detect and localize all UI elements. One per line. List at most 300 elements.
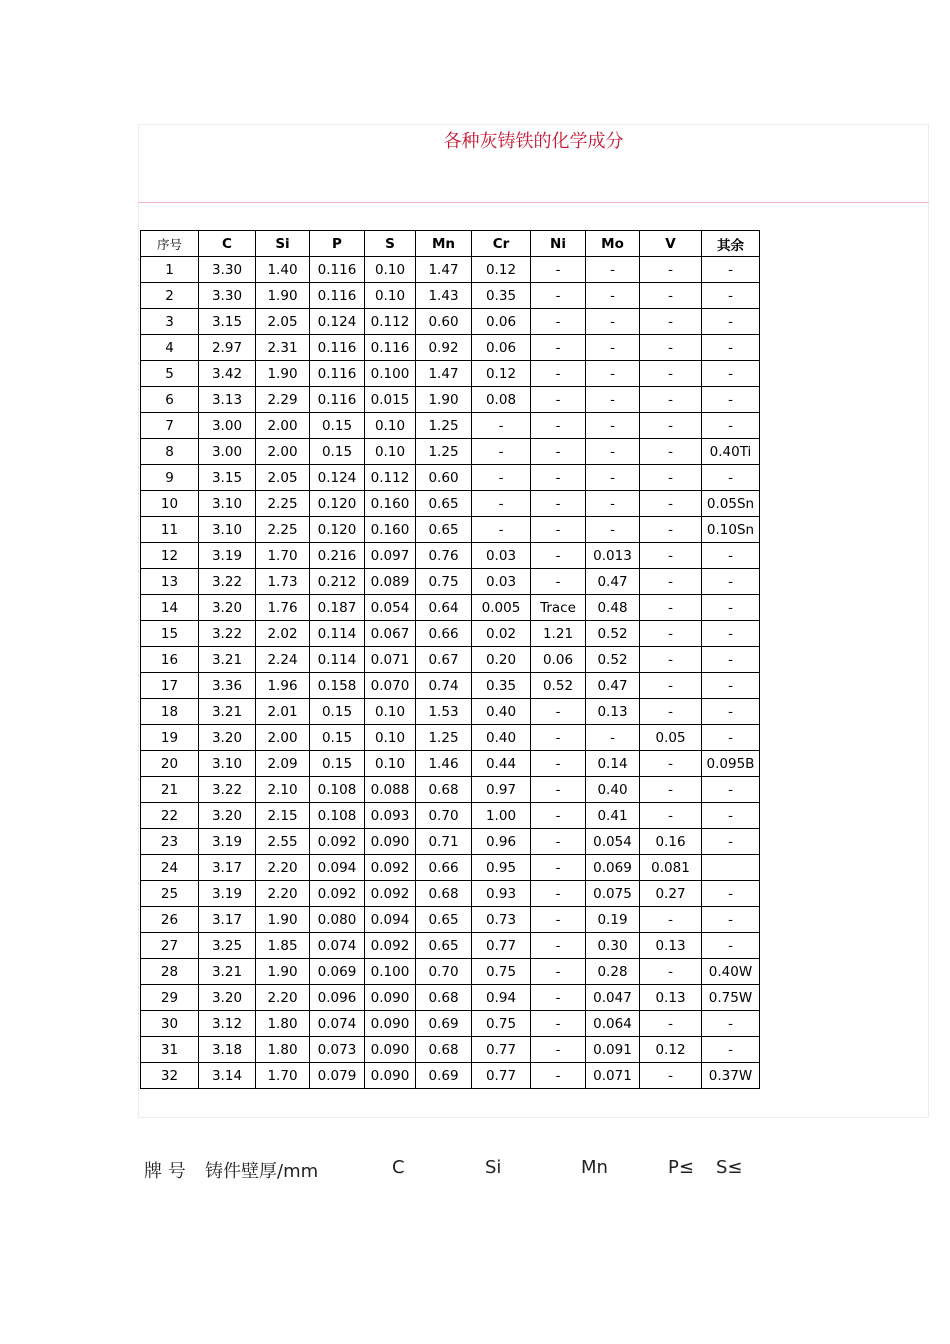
table-cell: 3.10	[199, 517, 256, 543]
table-cell: -	[640, 543, 702, 569]
table-row	[141, 829, 760, 855]
table-cell: 0.77	[472, 1063, 531, 1089]
table-cell: -	[531, 881, 586, 907]
footer-mn: Mn	[581, 1157, 608, 1178]
table-cell: 21	[141, 777, 199, 803]
table-cell: 0.069	[586, 855, 640, 881]
table-cell: -	[586, 725, 640, 751]
table-cell: -	[531, 829, 586, 855]
table-cell: 0.52	[586, 621, 640, 647]
table-cell: 18	[141, 699, 199, 725]
table-row	[141, 725, 760, 751]
table-cell	[702, 855, 760, 881]
table-cell: -	[702, 725, 760, 751]
table-cell: -	[586, 517, 640, 543]
table-cell: 1.90	[256, 283, 310, 309]
table-cell: 0.60	[416, 465, 472, 491]
table-cell: 3.15	[199, 309, 256, 335]
table-cell: 3.22	[199, 621, 256, 647]
table-row	[141, 1037, 760, 1063]
table-cell: -	[702, 881, 760, 907]
table-cell: 0.77	[472, 933, 531, 959]
table-cell: -	[702, 257, 760, 283]
table-cell: 3.22	[199, 777, 256, 803]
table-cell: 0.216	[310, 543, 365, 569]
table-cell: -	[531, 335, 586, 361]
table-cell: 0.116	[310, 335, 365, 361]
table-cell: 2.09	[256, 751, 310, 777]
table-cell: -	[531, 413, 586, 439]
table-cell: -	[702, 283, 760, 309]
table-cell: 19	[141, 725, 199, 751]
table-cell: 0.047	[586, 985, 640, 1011]
table-cell: 0.47	[586, 569, 640, 595]
table-cell: -	[531, 569, 586, 595]
table-cell: 2.00	[256, 439, 310, 465]
table-cell: 3.22	[199, 569, 256, 595]
table-cell: 0.16	[640, 829, 702, 855]
table-row	[141, 621, 760, 647]
table-cell: 1.96	[256, 673, 310, 699]
table-cell: 3.20	[199, 803, 256, 829]
table-cell: 3.19	[199, 881, 256, 907]
table-cell: 0.75	[472, 1011, 531, 1037]
table-cell: -	[531, 959, 586, 985]
table-cell: -	[702, 569, 760, 595]
table-cell: 0.114	[310, 621, 365, 647]
table-cell: 0.124	[310, 465, 365, 491]
table-cell: -	[640, 777, 702, 803]
table-cell: 11	[141, 517, 199, 543]
table-cell: 0.65	[416, 933, 472, 959]
table-row	[141, 387, 760, 413]
table-cell: 0.68	[416, 777, 472, 803]
table-cell: -	[640, 647, 702, 673]
table-row	[141, 1011, 760, 1037]
table-cell: -	[472, 439, 531, 465]
table-cell: -	[702, 803, 760, 829]
table-row	[141, 569, 760, 595]
table-cell: 0.08	[472, 387, 531, 413]
table-cell: -	[531, 699, 586, 725]
table-cell: 0.44	[472, 751, 531, 777]
table-cell: 2.00	[256, 413, 310, 439]
table-cell: -	[531, 517, 586, 543]
table-cell: 0.76	[416, 543, 472, 569]
table-cell: -	[586, 413, 640, 439]
table-cell: -	[531, 751, 586, 777]
table-cell: 2.29	[256, 387, 310, 413]
table-cell: 12	[141, 543, 199, 569]
table-cell: 0.10	[365, 699, 416, 725]
table-cell: 2.15	[256, 803, 310, 829]
table-row	[141, 465, 760, 491]
table-cell: 32	[141, 1063, 199, 1089]
table-cell: 3.17	[199, 855, 256, 881]
table-cell: 2.55	[256, 829, 310, 855]
table-cell: -	[586, 283, 640, 309]
table-cell: -	[586, 465, 640, 491]
table-cell: 0.65	[416, 907, 472, 933]
table-cell: 17	[141, 673, 199, 699]
header-cr: Cr	[472, 231, 531, 257]
table-cell: 0.13	[640, 933, 702, 959]
table-cell: 0.40W	[702, 959, 760, 985]
table-cell: 1.25	[416, 725, 472, 751]
table-cell: 0.069	[310, 959, 365, 985]
table-row	[141, 517, 760, 543]
table-cell: 13	[141, 569, 199, 595]
table-cell: 1.73	[256, 569, 310, 595]
table-cell: 0.06	[472, 335, 531, 361]
table-row	[141, 283, 760, 309]
table-cell: 6	[141, 387, 199, 413]
table-cell: -	[640, 803, 702, 829]
table-cell: -	[640, 595, 702, 621]
table-cell: -	[702, 1011, 760, 1037]
table-cell: 1.90	[416, 387, 472, 413]
table-cell: 0.081	[640, 855, 702, 881]
table-cell: 2	[141, 283, 199, 309]
table-cell: 0.12	[640, 1037, 702, 1063]
table-cell: 0.10	[365, 751, 416, 777]
table-cell: 0.12	[472, 257, 531, 283]
table-cell: 0.68	[416, 985, 472, 1011]
table-cell: 0.116	[310, 361, 365, 387]
table-cell: 1.80	[256, 1011, 310, 1037]
table-cell: 1.00	[472, 803, 531, 829]
table-cell: 0.71	[416, 829, 472, 855]
table-cell: 0.48	[586, 595, 640, 621]
table-cell: 0.070	[365, 673, 416, 699]
table-cell: 0.27	[640, 881, 702, 907]
table-cell: -	[640, 751, 702, 777]
table-row	[141, 881, 760, 907]
table-cell: -	[531, 491, 586, 517]
table-cell: 0.092	[310, 829, 365, 855]
table-cell: 3.30	[199, 283, 256, 309]
header-mn: Mn	[416, 231, 472, 257]
table-cell: 2.02	[256, 621, 310, 647]
header-s: S	[365, 231, 416, 257]
footer-grade: 牌 号	[144, 1161, 186, 1182]
document-title: 各种灰铸铁的化学成分	[443, 131, 624, 152]
table-cell: 10	[141, 491, 199, 517]
table-cell: 0.30	[586, 933, 640, 959]
table-cell: 0.68	[416, 1037, 472, 1063]
table-cell: 0.02	[472, 621, 531, 647]
header-v: V	[640, 231, 702, 257]
table-cell: 3.14	[199, 1063, 256, 1089]
table-row	[141, 309, 760, 335]
table-cell: 1.90	[256, 907, 310, 933]
table-cell: 2.25	[256, 517, 310, 543]
table-cell: -	[531, 1011, 586, 1037]
table-cell: -	[640, 465, 702, 491]
table-cell: 0.090	[365, 1063, 416, 1089]
table-cell: 0.092	[365, 881, 416, 907]
table-cell: 0.160	[365, 491, 416, 517]
table-cell: 0.067	[365, 621, 416, 647]
table-cell: 2.97	[199, 335, 256, 361]
table-cell: -	[640, 569, 702, 595]
table-cell: -	[472, 413, 531, 439]
table-cell: 0.66	[416, 621, 472, 647]
table-cell: -	[640, 1011, 702, 1037]
table-row	[141, 959, 760, 985]
table-cell: 0.090	[365, 1011, 416, 1037]
table-cell: 0.13	[640, 985, 702, 1011]
table-cell: 0.124	[310, 309, 365, 335]
table-cell: 0.10	[365, 413, 416, 439]
table-cell: 0.10Sn	[702, 517, 760, 543]
table-cell: 0.19	[586, 907, 640, 933]
table-cell: 3.15	[199, 465, 256, 491]
table-cell: 0.64	[416, 595, 472, 621]
table-cell: 0.074	[310, 933, 365, 959]
table-cell: 0.15	[310, 751, 365, 777]
table-cell: 3	[141, 309, 199, 335]
table-cell: 1.40	[256, 257, 310, 283]
table-cell: 0.114	[310, 647, 365, 673]
table-cell: 0.079	[310, 1063, 365, 1089]
table-cell: 0.95	[472, 855, 531, 881]
table-cell: 2.10	[256, 777, 310, 803]
table-cell: 2.05	[256, 465, 310, 491]
table-cell: -	[640, 517, 702, 543]
table-cell: 0.73	[472, 907, 531, 933]
table-cell: 0.35	[472, 283, 531, 309]
table-cell: 29	[141, 985, 199, 1011]
table-cell: 0.52	[531, 673, 586, 699]
table-cell: 1.47	[416, 361, 472, 387]
table-cell: 0.097	[365, 543, 416, 569]
table-cell: 0.088	[365, 777, 416, 803]
table-cell: 22	[141, 803, 199, 829]
header-si: Si	[256, 231, 310, 257]
footer-s: S≤	[716, 1157, 743, 1178]
table-cell: -	[702, 647, 760, 673]
table-cell: 0.095B	[702, 751, 760, 777]
table-cell: -	[640, 257, 702, 283]
table-cell: -	[702, 673, 760, 699]
table-row	[141, 751, 760, 777]
table-cell: 1.90	[256, 959, 310, 985]
table-cell: 0.120	[310, 517, 365, 543]
table-cell: -	[531, 361, 586, 387]
table-cell: 0.073	[310, 1037, 365, 1063]
table-cell: 1.43	[416, 283, 472, 309]
table-cell: 3.12	[199, 1011, 256, 1037]
table-cell: -	[640, 907, 702, 933]
table-cell: 4	[141, 335, 199, 361]
table-cell: 30	[141, 1011, 199, 1037]
table-cell: 0.094	[310, 855, 365, 881]
table-cell: -	[586, 309, 640, 335]
table-cell: 26	[141, 907, 199, 933]
table-cell: 0.116	[310, 283, 365, 309]
table-body	[141, 257, 760, 1089]
table-cell: 0.92	[416, 335, 472, 361]
table-header-row	[141, 231, 760, 257]
table-cell: -	[472, 517, 531, 543]
table-cell: 27	[141, 933, 199, 959]
table-row	[141, 855, 760, 881]
header-c: C	[199, 231, 256, 257]
table-cell: 0.05	[640, 725, 702, 751]
table-cell: -	[531, 855, 586, 881]
table-cell: Trace	[531, 595, 586, 621]
table-cell: 0.090	[365, 985, 416, 1011]
table-cell: 7	[141, 413, 199, 439]
table-cell: -	[531, 777, 586, 803]
table-cell: 0.74	[416, 673, 472, 699]
table-cell: 0.37W	[702, 1063, 760, 1089]
table-cell: 0.064	[586, 1011, 640, 1037]
table-cell: 0.160	[365, 517, 416, 543]
table-row	[141, 673, 760, 699]
table-cell: 0.100	[365, 959, 416, 985]
table-cell: 0.15	[310, 413, 365, 439]
table-cell: 2.05	[256, 309, 310, 335]
table-cell: 0.112	[365, 309, 416, 335]
table-cell: 0.112	[365, 465, 416, 491]
table-cell: -	[531, 439, 586, 465]
table-cell: 20	[141, 751, 199, 777]
table-row	[141, 1063, 760, 1089]
table-cell: 0.35	[472, 673, 531, 699]
table-row	[141, 985, 760, 1011]
table-cell: -	[531, 543, 586, 569]
table-cell: -	[472, 465, 531, 491]
table-cell: 3.10	[199, 751, 256, 777]
table-cell: -	[702, 309, 760, 335]
table-cell: -	[702, 387, 760, 413]
table-cell: 0.06	[531, 647, 586, 673]
table-cell: 5	[141, 361, 199, 387]
table-row	[141, 803, 760, 829]
table-cell: -	[702, 621, 760, 647]
table-row	[141, 907, 760, 933]
table-cell: -	[702, 829, 760, 855]
table-cell: 0.06	[472, 309, 531, 335]
table-row	[141, 257, 760, 283]
table-cell: 0.071	[586, 1063, 640, 1089]
table-cell: 1.70	[256, 543, 310, 569]
header-seq: 序号	[141, 231, 199, 257]
table-cell: 28	[141, 959, 199, 985]
table-cell: 0.40Ti	[702, 439, 760, 465]
table-cell: -	[640, 387, 702, 413]
table-cell: 3.30	[199, 257, 256, 283]
table-cell: -	[640, 621, 702, 647]
table-cell: 3.10	[199, 491, 256, 517]
table-row	[141, 595, 760, 621]
table-cell: 14	[141, 595, 199, 621]
table-cell: -	[702, 699, 760, 725]
footer-thickness: 铸件壁厚/mm	[205, 1161, 319, 1182]
table-cell: 24	[141, 855, 199, 881]
table-cell: 2.00	[256, 725, 310, 751]
table-cell: -	[586, 439, 640, 465]
header-mo: Mo	[586, 231, 640, 257]
table-cell: -	[702, 907, 760, 933]
table-cell: 0.47	[586, 673, 640, 699]
table-cell: 0.75	[416, 569, 472, 595]
table-cell: 0.092	[365, 933, 416, 959]
table-cell: -	[702, 413, 760, 439]
footer-si: Si	[485, 1157, 502, 1178]
table-cell: 0.75W	[702, 985, 760, 1011]
table-cell: -	[702, 361, 760, 387]
table-cell: 3.00	[199, 439, 256, 465]
table-cell: 0.97	[472, 777, 531, 803]
table-cell: 0.100	[365, 361, 416, 387]
table-cell: 1.90	[256, 361, 310, 387]
table-cell: 0.70	[416, 803, 472, 829]
table-cell: -	[640, 673, 702, 699]
table-cell: -	[640, 1063, 702, 1089]
table-row	[141, 777, 760, 803]
header-ni: Ni	[531, 231, 586, 257]
table-cell: 1.47	[416, 257, 472, 283]
table-cell: 2.25	[256, 491, 310, 517]
table-cell: 16	[141, 647, 199, 673]
table-cell: 0.96	[472, 829, 531, 855]
table-cell: 2.24	[256, 647, 310, 673]
table-cell: -	[531, 257, 586, 283]
table-cell: 1.25	[416, 439, 472, 465]
table-cell: -	[531, 465, 586, 491]
table-cell: 3.13	[199, 387, 256, 413]
table-cell: 2.01	[256, 699, 310, 725]
footer-c: C	[392, 1157, 405, 1178]
table-cell: 0.096	[310, 985, 365, 1011]
table-cell: 0.94	[472, 985, 531, 1011]
table-cell: 0.93	[472, 881, 531, 907]
table-cell: -	[531, 1063, 586, 1089]
table-cell: 1.70	[256, 1063, 310, 1089]
table-cell: -	[702, 1037, 760, 1063]
table-cell: -	[702, 335, 760, 361]
table-cell: 1.76	[256, 595, 310, 621]
table-cell: 0.120	[310, 491, 365, 517]
footer-p: P≤	[668, 1157, 694, 1178]
table-cell: 3.42	[199, 361, 256, 387]
header-p: P	[310, 231, 365, 257]
table-cell: -	[531, 803, 586, 829]
table-cell: -	[531, 283, 586, 309]
table-cell: 0.68	[416, 881, 472, 907]
table-cell: 0.69	[416, 1011, 472, 1037]
table-cell: 3.19	[199, 829, 256, 855]
table-cell: 3.19	[199, 543, 256, 569]
table-cell: 2.20	[256, 855, 310, 881]
table-cell: 0.075	[586, 881, 640, 907]
table-row	[141, 491, 760, 517]
table-cell: -	[702, 595, 760, 621]
table-cell: 0.089	[365, 569, 416, 595]
table-cell: 3.21	[199, 699, 256, 725]
table-row	[141, 647, 760, 673]
table-cell: 0.52	[586, 647, 640, 673]
table-cell: 0.090	[365, 829, 416, 855]
table-cell: 0.091	[586, 1037, 640, 1063]
table-cell: -	[640, 361, 702, 387]
table-cell: -	[586, 335, 640, 361]
table-cell: 0.212	[310, 569, 365, 595]
table-cell: 0.10	[365, 439, 416, 465]
